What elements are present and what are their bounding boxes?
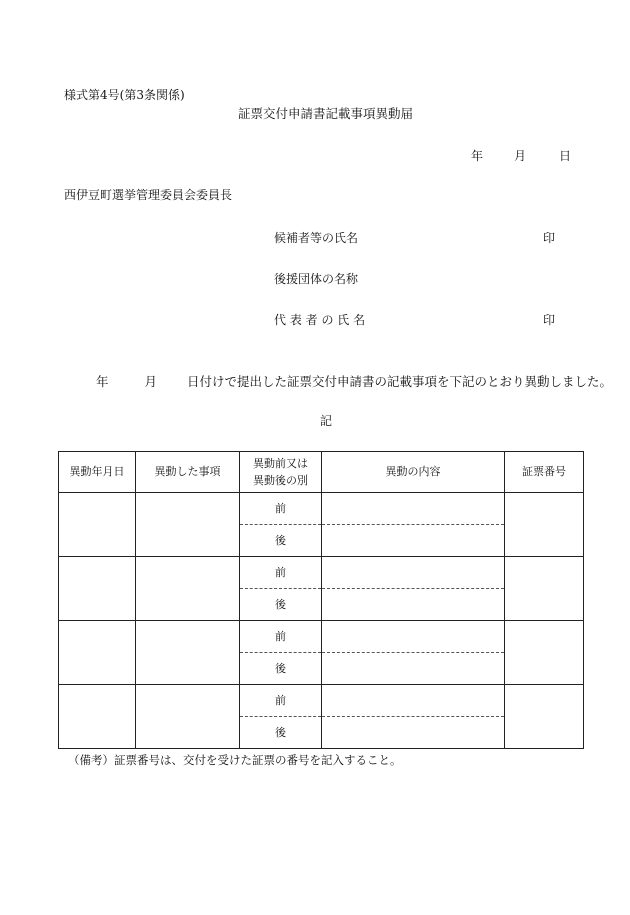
- header-before-after: [240, 452, 322, 493]
- document-title: 証票交付申請書記載事項異動届: [238, 106, 414, 121]
- change-date-cell[interactable]: [59, 557, 136, 621]
- form-number: 様式第4号(第3条関係): [64, 88, 185, 102]
- date-day-label: 日: [559, 149, 572, 163]
- header-changed-item: 異動した事項: [136, 452, 240, 493]
- after-content-cell[interactable]: [322, 653, 505, 685]
- after-content-cell[interactable]: [322, 589, 505, 621]
- candidate-name-label: 候補者等の氏名: [274, 231, 359, 245]
- after-label-cell: 後: [240, 653, 322, 685]
- after-content-cell[interactable]: [322, 717, 505, 749]
- support-group-name-label: 後援団体の名称: [274, 272, 359, 286]
- before-content-cell[interactable]: [322, 685, 505, 717]
- change-date-cell[interactable]: [59, 621, 136, 685]
- date-month-label: 月: [514, 149, 527, 163]
- before-content-cell[interactable]: [322, 621, 505, 653]
- after-label-cell: 後: [240, 717, 322, 749]
- body-statement: [96, 372, 612, 390]
- before-label-cell: 前: [240, 493, 322, 525]
- ki-heading: 記: [320, 414, 333, 428]
- changed-item-cell[interactable]: [136, 493, 240, 557]
- header-change-content: 異動の内容: [322, 452, 505, 493]
- changed-item-cell[interactable]: [136, 685, 240, 749]
- recipient: 西伊豆町選挙管理委員会委員長: [64, 188, 233, 202]
- table-header-row: [59, 452, 584, 493]
- representative-seal-mark: 印: [543, 313, 556, 327]
- after-content-cell[interactable]: [322, 525, 505, 557]
- body-year-label: 年: [96, 374, 109, 389]
- changed-item-cell[interactable]: [136, 557, 240, 621]
- change-date-cell[interactable]: [59, 685, 136, 749]
- representative-name-label: 代 表 者 の 氏 名: [274, 313, 366, 327]
- table-row: [59, 685, 584, 717]
- candidate-seal-mark: 印: [543, 231, 556, 245]
- before-content-cell[interactable]: [322, 557, 505, 589]
- before-content-cell[interactable]: [322, 493, 505, 525]
- header-before-after-line2: 異動後の別: [253, 474, 308, 487]
- header-before-after-line1: 異動前又は: [253, 456, 308, 470]
- change-record-table: [58, 451, 584, 749]
- header-change-date: 異動年月日: [59, 452, 136, 493]
- before-label-cell: 前: [240, 621, 322, 653]
- table-row: [59, 621, 584, 653]
- certificate-number-cell[interactable]: [505, 557, 584, 621]
- table-row: [59, 557, 584, 589]
- before-label-cell: 前: [240, 557, 322, 589]
- certificate-number-cell[interactable]: [505, 621, 584, 685]
- body-month-label: 月: [144, 374, 158, 389]
- change-date-cell[interactable]: [59, 493, 136, 557]
- after-label-cell: 後: [240, 589, 322, 621]
- certificate-number-cell[interactable]: [505, 493, 584, 557]
- body-text: 日付けで提出した証票交付申請書の記載事項を下記のとおり異動しました。: [187, 374, 613, 389]
- remarks-note: （備考）証票番号は、交付を受けた証票の番号を記入すること。: [68, 753, 402, 767]
- before-label-cell: 前: [240, 685, 322, 717]
- table-row: [59, 493, 584, 525]
- date-year-label: 年: [471, 149, 484, 163]
- certificate-number-cell[interactable]: [505, 685, 584, 749]
- after-label-cell: 後: [240, 525, 322, 557]
- changed-item-cell[interactable]: [136, 621, 240, 685]
- header-certificate-number: 証票番号: [505, 452, 584, 493]
